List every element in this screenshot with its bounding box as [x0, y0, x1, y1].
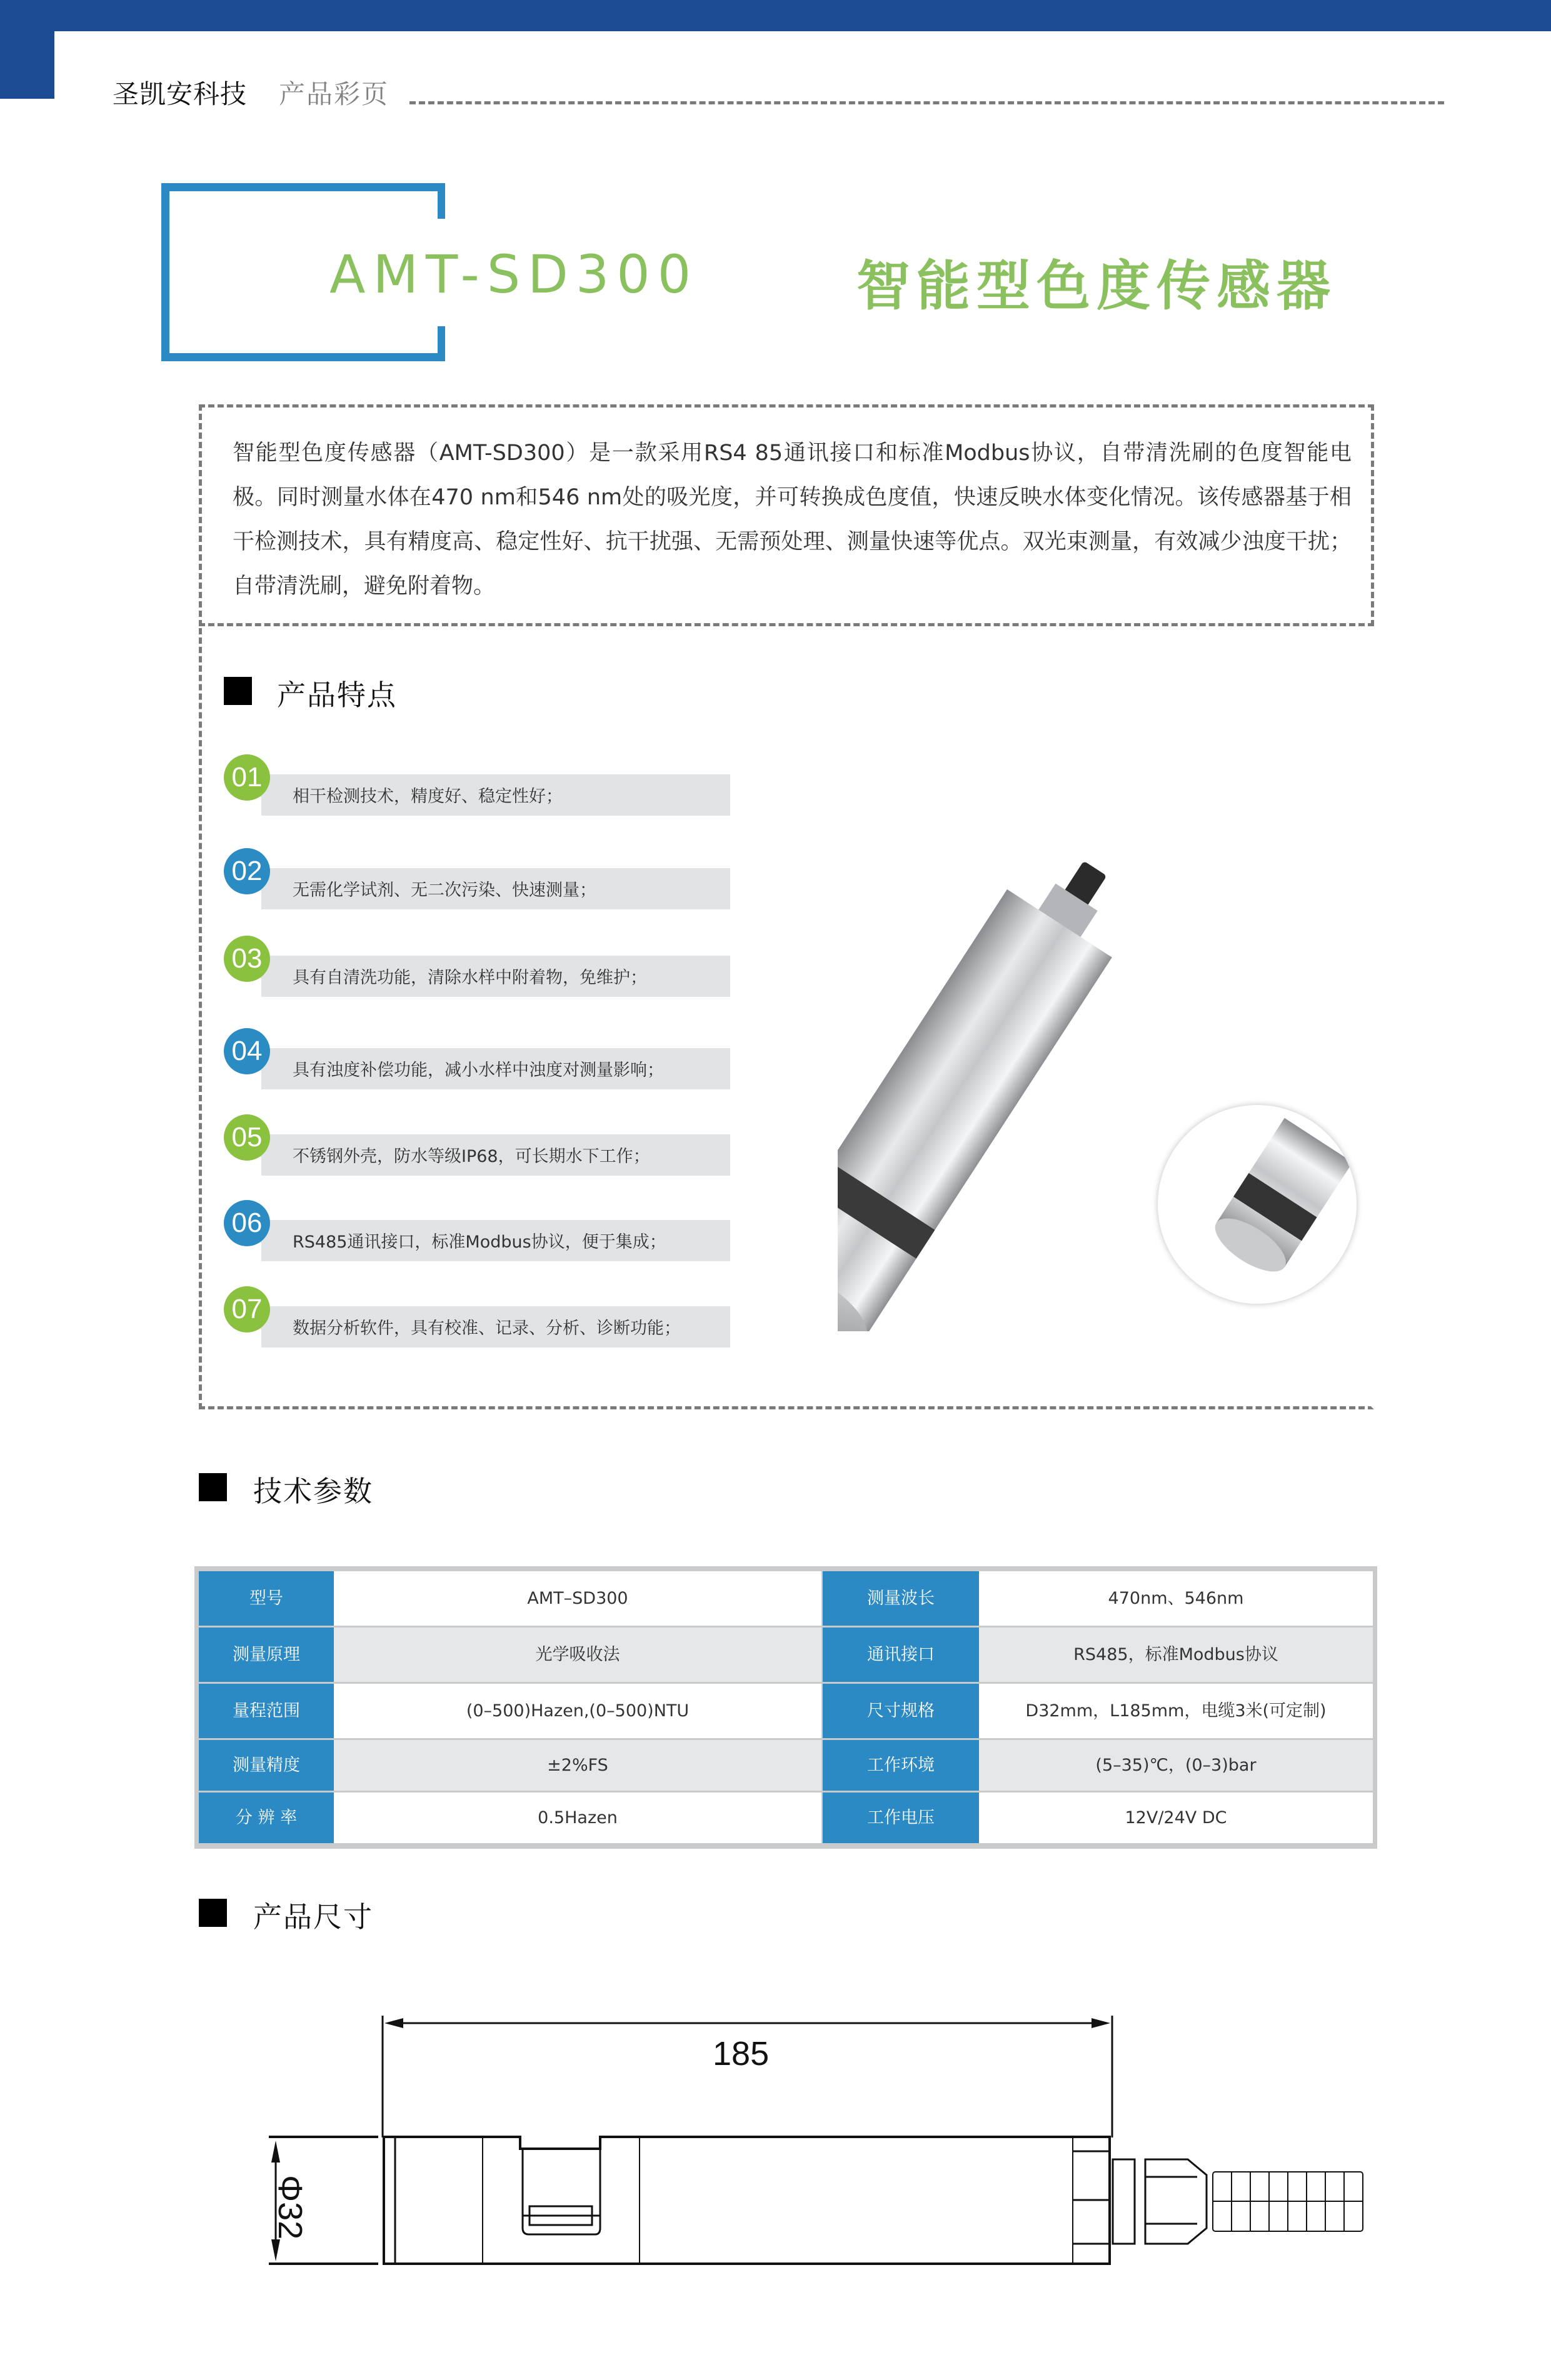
spec-label: 工作环境 — [823, 1740, 979, 1791]
feature-text: 具有自清洗功能，清除水样中附着物，免维护； — [293, 968, 647, 988]
spec-label: 通讯接口 — [823, 1628, 979, 1682]
diameter-dimension-label: Φ32 — [271, 2175, 309, 2240]
feature-number-badge: 05 — [224, 1114, 270, 1161]
product-title: 智能型色度传感器 — [856, 255, 1337, 318]
title-frame-corner-top — [438, 183, 445, 219]
arrow-left-icon — [384, 2018, 403, 2028]
spec-label: 型号 — [199, 1571, 334, 1626]
arrow-right-icon — [1092, 2018, 1110, 2028]
feature-number-badge: 06 — [224, 1200, 270, 1246]
spec-value: AMT–SD300 — [334, 1571, 821, 1626]
spec-label: 尺寸规格 — [823, 1684, 979, 1738]
feature-item — [224, 848, 730, 911]
feature-item — [224, 1028, 730, 1091]
spec-value: 12V/24V DC — [979, 1792, 1373, 1843]
sensor-tip-detail-icon — [1158, 1105, 1357, 1304]
sensor-outline-drawing-icon — [250, 1988, 1394, 2288]
feature-number-badge: 04 — [224, 1028, 270, 1074]
feature-number-badge: 03 — [224, 936, 270, 982]
section-marker-icon — [199, 1473, 227, 1501]
spec-label: 工作电压 — [823, 1792, 979, 1843]
feature-item — [224, 754, 730, 817]
feature-text: 无需化学试剂、无二次污染、快速测量； — [293, 881, 596, 900]
table-row — [199, 1792, 1373, 1843]
length-dimension-label: 185 — [713, 2035, 770, 2072]
spec-label: 量程范围 — [199, 1684, 334, 1738]
header-corner-bar — [0, 0, 54, 99]
feature-number-badge: 01 — [224, 754, 270, 801]
spec-label: 测量原理 — [199, 1628, 334, 1682]
spec-label: 测量波长 — [823, 1571, 979, 1626]
spec-value: ±2%FS — [334, 1740, 821, 1791]
page-label: 产品彩页 — [279, 79, 389, 109]
section-marker-icon — [224, 677, 252, 705]
section-marker-icon — [199, 1899, 227, 1927]
feature-number-badge: 07 — [224, 1286, 270, 1332]
detail-inset — [1158, 1105, 1357, 1304]
intro-text: 智能型色度传感器（AMT-SD300）是一款采用RS4 85通讯接口和标准Modbus协议，自带清洗刷的色度智能电极。同时测量水体在470 nm和546 nm处的吸光度，并可转换成色度值，快速反映水体变化情况。该传感器基于相干检测技术，具有精度高、稳定性好、抗干扰强、无需预处理、测量快速等优点。双光束测量，有效减少浊度干扰；自带清洗刷，避免附着物。 — [233, 441, 1352, 599]
specs-title: 技术参数 — [253, 1474, 373, 1508]
feature-text: 数据分析软件，具有校准、记录、分析、诊断功能； — [293, 1319, 681, 1338]
spec-value: 470nm、546nm — [979, 1571, 1373, 1626]
feature-item — [224, 936, 730, 998]
spec-value: D32mm，L185mm，电缆3米(可定制) — [979, 1684, 1373, 1738]
feature-item — [224, 1200, 730, 1262]
spec-value: (0–500)Hazen,(0–500)NTU — [334, 1684, 821, 1738]
feature-item — [224, 1114, 730, 1177]
feature-text: RS485通讯接口，标准Modbus协议，便于集成； — [293, 1232, 666, 1252]
feature-text: 相干检测技术，精度好、稳定性好； — [293, 787, 563, 806]
feature-number-badge: 02 — [224, 848, 270, 894]
dimensions-title: 产品尺寸 — [253, 1900, 373, 1934]
header-band — [0, 0, 1551, 31]
feature-text: 具有浊度补偿功能，减小水样中浊度对测量影响； — [293, 1061, 664, 1080]
model-title: AMT-SD300 — [329, 244, 699, 305]
header-divider — [409, 101, 1444, 104]
table-row — [199, 1740, 1373, 1791]
specs-table — [194, 1566, 1377, 1849]
company-name: 圣凯安科技 — [113, 79, 248, 109]
spec-value: 0.5Hazen — [334, 1792, 821, 1843]
spec-value: (5–35)℃，(0–3)bar — [979, 1740, 1373, 1791]
feature-text: 不锈钢外壳，防水等级IP68，可长期水下工作； — [293, 1147, 650, 1166]
spec-label: 测量精度 — [199, 1740, 334, 1791]
feature-item — [224, 1286, 730, 1349]
table-row — [199, 1628, 1373, 1682]
table-row — [199, 1684, 1373, 1738]
title-frame-corner-bottom — [438, 326, 445, 361]
features-title: 产品特点 — [277, 678, 397, 712]
spec-value: RS485，标准Modbus协议 — [979, 1628, 1373, 1682]
dimension-drawing — [250, 1988, 1394, 2288]
arrow-up-icon — [271, 2141, 280, 2162]
spec-value: 光学吸收法 — [334, 1628, 821, 1682]
arrow-down-icon — [271, 2239, 280, 2261]
table-row — [199, 1571, 1373, 1626]
spec-label: 分 辨 率 — [199, 1792, 334, 1843]
